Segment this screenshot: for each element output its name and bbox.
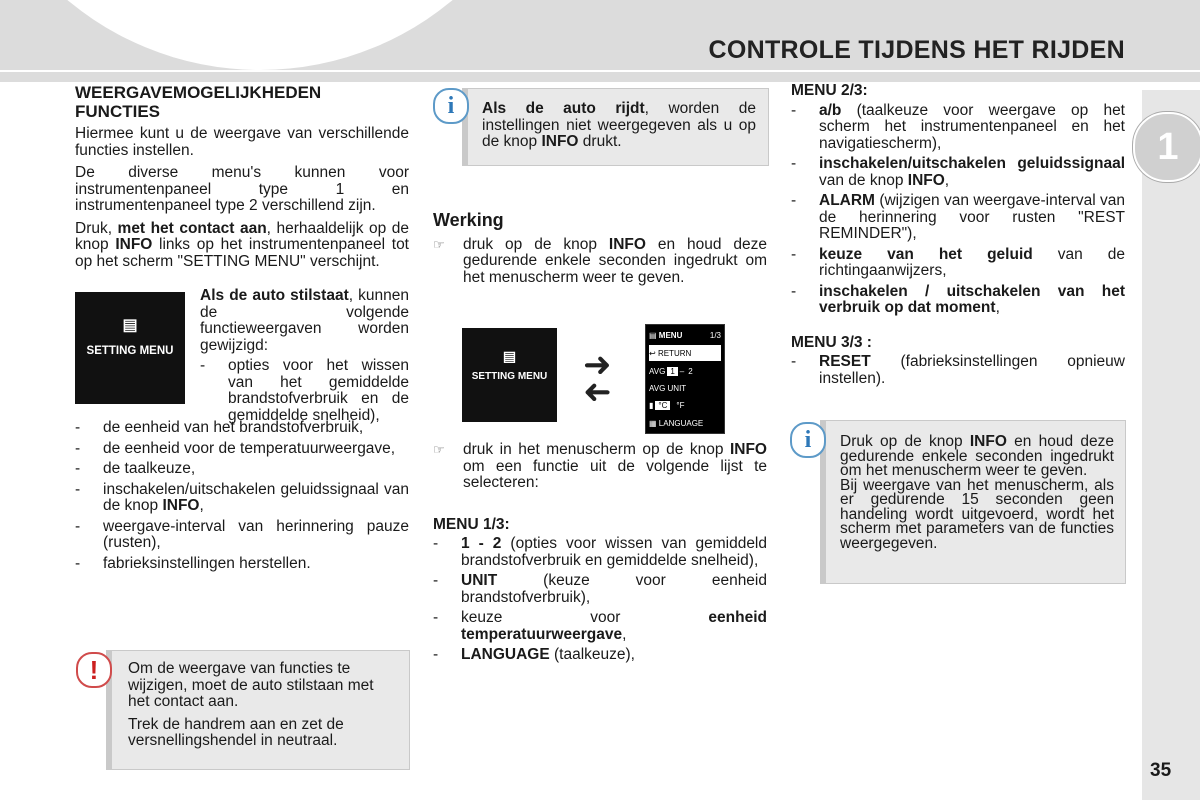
warning-icon: !	[76, 652, 112, 688]
setting-menu-screen: ▤ SETTING MENU	[75, 292, 185, 404]
section-heading: WEERGAVEMOGELIJKHEDEN FUNCTIES	[75, 83, 322, 121]
list-item: - LANGUAGE (taalkeuze),	[433, 646, 635, 663]
column-1	[75, 83, 409, 576]
paragraph: De diverse menu's kunnen voor instrumentenpaneel type 1 en instrumentenpaneel type 2 verschillend zijn.	[75, 164, 409, 214]
toolbox-icon: ▤	[649, 330, 657, 340]
pointer-icon: ☞	[433, 442, 445, 457]
list-item: - opties voor het wissen van het gemiddelde brandstofverbruik en de gemiddelde snelheid),	[200, 357, 409, 424]
step-item: ☞ druk in het menuscherm op de knop INFO om een functie uit de volgende lijst te selecteren:	[433, 441, 767, 491]
menu-heading: MENU 1/3:	[433, 515, 510, 533]
chapter-badge: 1	[1133, 112, 1200, 182]
list-item: - de eenheid voor de temperatuurweergave,	[75, 439, 396, 457]
arrow-left-icon: ➜	[583, 373, 612, 411]
section-heading: Werking	[433, 210, 504, 230]
list-item: - inschakelen / uitschakelen van het verbruik op dat moment,	[791, 282, 1125, 316]
arrow-right-icon: ➜	[583, 346, 612, 384]
page-title: CONTROLE TIJDENS HET RIJDEN	[708, 36, 1125, 64]
return-icon: ↩	[649, 348, 656, 358]
header-line	[0, 70, 1200, 72]
info-icon: i	[790, 422, 826, 458]
pointer-icon: ☞	[433, 236, 445, 252]
info-box: Als de auto rijdt, worden de instellingen niet weergegeven als u op de knop INFO drukt.	[462, 88, 769, 166]
menu-heading: MENU 2/3:	[791, 82, 868, 99]
list-item: - inschakelen/uitschakelen geluidssignaal van de knop INFO,	[791, 155, 1125, 189]
menu-screen: ▤ MENU 1/3 ↩ RETURN AVG 1 – 2 AVG UNIT ▮ °C °F ▦ LANGUAGE	[645, 324, 725, 434]
step-item: ☞ druk op de knop INFO en houd deze gedurende enkele seconden ingedrukt om het menuscherm weer te geven.	[433, 235, 767, 286]
page-number: 35	[1150, 760, 1172, 781]
warning-box: Om de weergave van functies te wijzigen, moet de auto stilstaan met het contact aan. Trek de handrem aan en zet de versnellingshendel in neutraal.	[106, 650, 410, 770]
list-item: - de taalkeuze,	[75, 460, 196, 477]
info-icon: i	[433, 88, 469, 124]
thermometer-icon: ▮	[649, 400, 654, 410]
list-item: - fabrieksinstellingen herstellen.	[75, 554, 311, 572]
side-tab	[1142, 90, 1200, 800]
list-item: - keuze van het geluid van de richtingaanwijzers,	[791, 245, 1125, 279]
toolbox-icon: ▤	[122, 317, 138, 334]
language-icon: ▦	[649, 418, 657, 428]
paragraph: Hiermee kunt u de weergave van verschillende functies instellen.	[75, 125, 409, 159]
list-item: - 1 - 2 (opties voor wissen van gemiddeld brandstofverbruik en gemiddelde snelheid),	[433, 535, 768, 569]
setting-menu-screen: ▤ SETTING MENU	[462, 328, 557, 422]
list-item: - keuze voor eenheid temperatuurweergave,	[433, 609, 767, 643]
list-item: - de eenheid van het brandstofverbruik,	[75, 419, 364, 436]
column-3	[791, 83, 1125, 391]
list-item: - inschakelen/uitschakelen geluidssignaal van de knop INFO,	[75, 480, 409, 514]
column-2	[433, 212, 767, 292]
list-item: - RESET (fabrieksinstellingen opnieuw instellen).	[791, 353, 1125, 387]
menu-heading: MENU 3/3 :	[791, 333, 872, 351]
list-item: - ALARM (wijzigen van weergave-interval van de herinnering voor rusten "REST REMINDER"),	[791, 192, 1125, 242]
column-2-lower	[433, 442, 767, 668]
paragraph: Druk, met het contact aan, herhaaldelijk op de knop INFO links op het instrumentenpaneel tot op het scherm "SETTING MENU" verschijnt.	[75, 219, 409, 270]
list-item: - UNIT (keuze voor eenheid brandstofverbruik),	[433, 572, 767, 606]
toolbox-icon: ▤	[502, 348, 517, 364]
info-box: Druk op de knop INFO en houd deze gedurende enkele seconden ingedrukt om het menuscherm weer te geven. Bij weergave van het menuscherm, als er gedurende 15 seconden geen handeling wordt uitgevoerd, wordt het scherm met parameters van de functies weergegeven.	[820, 420, 1126, 584]
list-item: - a/b (taalkeuze voor weergave op het scherm het instrumentenpaneel en het navigatiescherm),	[791, 101, 1125, 152]
standstill-block: ▤ SETTING MENU Als de auto stilstaat, kunnen de volgende functieweergaven worden gewijzigd: - opties voor het wissen van het gemiddelde brandstofverbruik en de gemiddelde snelheid),	[75, 282, 409, 420]
list-item: - weergave-interval van herinnering pauze (rusten),	[75, 517, 409, 551]
